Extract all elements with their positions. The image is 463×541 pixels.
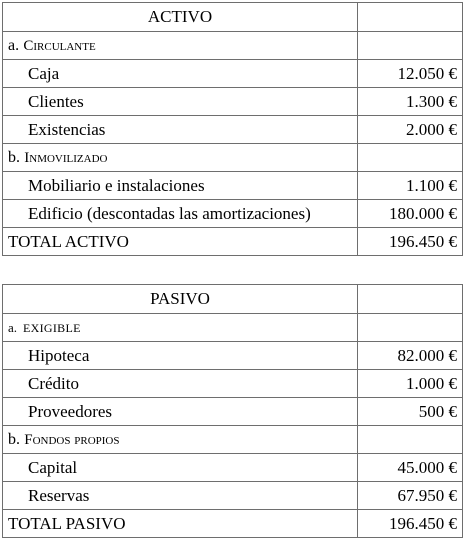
table-row <box>3 398 463 426</box>
section-amount-cell <box>358 426 463 454</box>
activo-header-row <box>3 3 463 32</box>
pasivo-section-fondos-propios <box>3 426 358 454</box>
item-label: Edificio (descontadas las amortizaciones) <box>3 200 358 228</box>
item-amount: 1.100 € <box>358 172 463 200</box>
item-label: Hipoteca <box>3 342 358 370</box>
item-amount: 45.000 € <box>358 454 463 482</box>
pasivo-table <box>2 284 463 538</box>
total-row <box>3 510 463 538</box>
activo-section-circulante <box>3 32 358 60</box>
table-row <box>3 370 463 398</box>
item-label: Mobiliario e instalaciones <box>3 172 358 200</box>
section-title: Fondos propios <box>24 432 120 448</box>
item-label: Clientes <box>3 88 358 116</box>
item-amount: 12.050 € <box>358 60 463 88</box>
activo-section-row <box>3 32 463 60</box>
table-row <box>3 172 463 200</box>
pasivo-header-row <box>3 285 463 314</box>
pasivo-section-exigible <box>3 314 358 342</box>
item-label: Proveedores <box>3 398 358 426</box>
pasivo-header: PASIVO <box>3 285 358 314</box>
item-amount: 180.000 € <box>358 200 463 228</box>
item-label: Crédito <box>3 370 358 398</box>
table-row <box>3 454 463 482</box>
pasivo-header-amount-cell <box>358 285 463 314</box>
item-amount: 1.000 € <box>358 370 463 398</box>
total-row <box>3 228 463 256</box>
section-amount-cell <box>358 32 463 60</box>
activo-header: ACTIVO <box>3 3 358 32</box>
table-row <box>3 116 463 144</box>
table-row <box>3 200 463 228</box>
total-activo-label: TOTAL ACTIVO <box>3 228 358 256</box>
item-label: Caja <box>3 60 358 88</box>
item-amount: 1.300 € <box>358 88 463 116</box>
activo-header-amount-cell <box>358 3 463 32</box>
total-pasivo-amount: 196.450 € <box>358 510 463 538</box>
item-amount: 500 € <box>358 398 463 426</box>
total-pasivo-label: TOTAL PASIVO <box>3 510 358 538</box>
activo-section-inmovilizado <box>3 144 358 172</box>
section-prefix: b. <box>8 431 20 448</box>
section-title: Circulante <box>23 38 96 54</box>
pasivo-section-row <box>3 426 463 454</box>
section-amount-cell <box>358 144 463 172</box>
table-row <box>3 342 463 370</box>
item-label: Capital <box>3 454 358 482</box>
section-prefix: b. <box>8 149 20 166</box>
item-label: Existencias <box>3 116 358 144</box>
section-prefix: a. <box>8 37 20 54</box>
item-amount: 82.000 € <box>358 342 463 370</box>
item-label: Reservas <box>3 482 358 510</box>
section-prefix: a. <box>8 320 18 335</box>
table-row <box>3 88 463 116</box>
table-row <box>3 482 463 510</box>
section-title: Inmovilizado <box>24 150 108 166</box>
activo-section-row <box>3 144 463 172</box>
section-amount-cell <box>358 314 463 342</box>
total-activo-amount: 196.450 € <box>358 228 463 256</box>
item-amount: 2.000 € <box>358 116 463 144</box>
activo-table <box>2 2 463 256</box>
table-row <box>3 60 463 88</box>
section-title: EXIGIBLE <box>23 321 81 335</box>
pasivo-section-row <box>3 314 463 342</box>
item-amount: 67.950 € <box>358 482 463 510</box>
